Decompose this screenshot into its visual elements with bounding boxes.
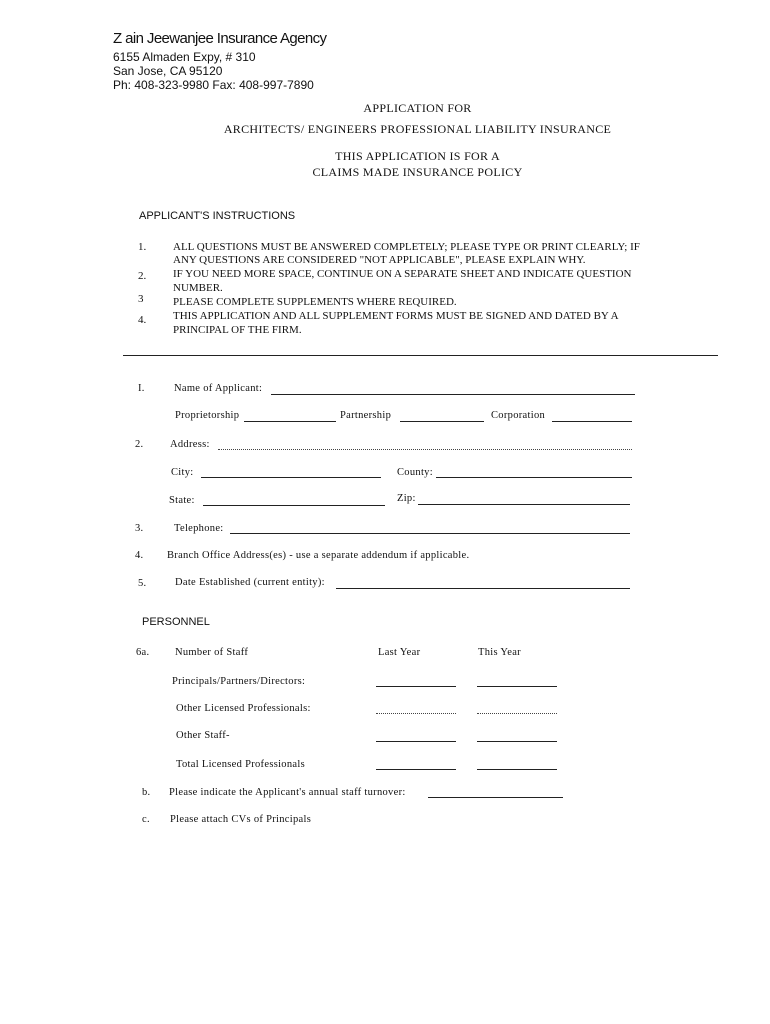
state-field[interactable]	[203, 505, 385, 506]
personnel-title: PERSONNEL	[142, 616, 210, 628]
title-line1: APPLICATION FOR	[363, 101, 472, 115]
address-field[interactable]	[218, 449, 632, 450]
branch-office-label: Branch Office Address(es) - use a separate addendum if applicable.	[167, 550, 470, 561]
partnership-field[interactable]	[400, 421, 484, 422]
instruction-number: 2.	[138, 270, 147, 282]
q3-number: 3.	[135, 523, 144, 534]
other-staff-last-year-field[interactable]	[376, 741, 456, 742]
zip-label: Zip:	[397, 493, 416, 504]
applicant-name-label: Name of Applicant:	[174, 383, 263, 394]
city-label: City:	[171, 467, 194, 478]
number-of-staff-label: Number of Staff	[175, 647, 249, 658]
q6b-number: b.	[142, 787, 151, 798]
title-line2: ARCHITECTS/ ENGINEERS PROFESSIONAL LIABILITY INSURANCE	[223, 122, 612, 136]
telephone-field[interactable]	[230, 533, 630, 534]
q5-number: 5.	[138, 578, 147, 589]
staff-turnover-label: Please indicate the Applicant's annual staff turnover:	[169, 787, 406, 798]
staff-row-label: Other Licensed Professionals:	[176, 703, 311, 714]
instruction-number: 1.	[138, 241, 147, 253]
total-licensed-this-year-field[interactable]	[477, 769, 557, 770]
telephone-label: Telephone:	[174, 523, 224, 534]
staff-row-label: Other Staff-	[176, 730, 230, 741]
q2-number: 2.	[135, 439, 144, 450]
title-line4: CLAIMS MADE INSURANCE POLICY	[312, 165, 523, 179]
partnership-label: Partnership	[340, 410, 392, 421]
county-label: County:	[397, 467, 433, 478]
instruction-text: PLEASE COMPLETE SUPPLEMENTS WHERE REQUIRED.	[173, 296, 457, 308]
attach-cvs-label: Please attach CVs of Principals	[170, 814, 312, 825]
agency-phone: Ph: 408-323-9980 Fax: 408-997-7890	[113, 78, 314, 92]
section-divider	[123, 355, 718, 356]
other-staff-this-year-field[interactable]	[477, 741, 557, 742]
instructions-title: APPLICANT'S INSTRUCTIONS	[139, 210, 296, 222]
this-year-header: This Year	[478, 647, 521, 658]
corporation-field[interactable]	[552, 421, 632, 422]
state-label: State:	[169, 495, 195, 506]
licensed-professionals-this-year-field[interactable]	[477, 713, 557, 714]
principals-last-year-field[interactable]	[376, 686, 456, 687]
total-licensed-last-year-field[interactable]	[376, 769, 456, 770]
instruction-text: ALL QUESTIONS MUST BE ANSWERED COMPLETELY; PLEASE TYPE OR PRINT CLEARLY; IF	[173, 241, 640, 253]
instruction-text: NUMBER.	[173, 282, 223, 294]
staff-row-label: Total Licensed Professionals	[176, 759, 305, 770]
instruction-text: ANY QUESTIONS ARE CONSIDERED "NOT APPLICABLE", PLEASE EXPLAIN WHY.	[173, 254, 586, 266]
proprietorship-label: Proprietorship	[175, 410, 240, 421]
agency-address-line2: San Jose, CA 95120	[113, 64, 223, 78]
principals-this-year-field[interactable]	[477, 686, 557, 687]
city-field[interactable]	[201, 477, 381, 478]
staff-turnover-field[interactable]	[428, 797, 563, 798]
q6c-number: c.	[142, 814, 150, 825]
q4-number: 4.	[135, 550, 144, 561]
instruction-number: 3	[138, 293, 144, 305]
applicant-name-field[interactable]	[271, 394, 635, 395]
q1-number: I.	[138, 383, 145, 394]
zip-field[interactable]	[418, 504, 630, 505]
instruction-number: 4.	[138, 314, 147, 326]
instruction-text: PRINCIPAL OF THE FIRM.	[173, 324, 302, 336]
date-established-label: Date Established (current entity):	[175, 577, 325, 588]
q6a-number: 6a.	[136, 647, 150, 658]
corporation-label: Corporation	[491, 410, 546, 421]
agency-name: Z ain Jeewanjee Insurance Agency	[113, 30, 327, 47]
instruction-text: IF YOU NEED MORE SPACE, CONTINUE ON A SEPARATE SHEET AND INDICATE QUESTION	[173, 268, 632, 280]
staff-row-label: Principals/Partners/Directors:	[172, 676, 306, 687]
licensed-professionals-last-year-field[interactable]	[376, 713, 456, 714]
instruction-text: THIS APPLICATION AND ALL SUPPLEMENT FORMS MUST BE SIGNED AND DATED BY A	[173, 310, 619, 322]
address-label: Address:	[170, 439, 210, 450]
last-year-header: Last Year	[378, 647, 421, 658]
title-line3: THIS APPLICATION IS FOR A	[335, 149, 500, 163]
agency-address-line1: 6155 Almaden Expy, # 310	[113, 50, 256, 64]
date-established-field[interactable]	[336, 588, 630, 589]
county-field[interactable]	[436, 477, 632, 478]
proprietorship-field[interactable]	[244, 421, 336, 422]
